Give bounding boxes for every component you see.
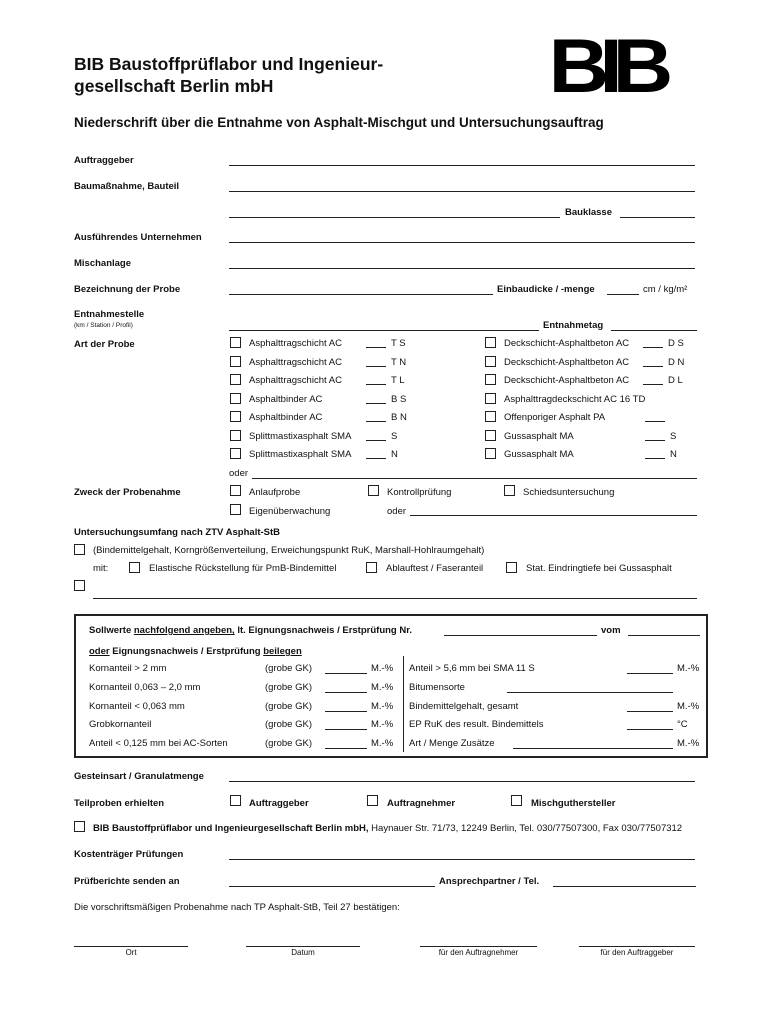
probe-left-label-3: Asphaltbinder AC	[249, 394, 323, 405]
checkbox-tp-mischgut[interactable]	[511, 795, 522, 806]
probe-right-blank-1[interactable]	[643, 366, 663, 367]
org-title-line2: gesellschaft Berlin mbH	[74, 76, 274, 96]
probe-left-suffix-5: S	[391, 431, 398, 442]
checkbox-eigenueberwachung[interactable]	[230, 504, 241, 515]
sollwert-left-label-0: Kornanteil > 2 mm	[89, 663, 167, 674]
sollwert-left-field-3[interactable]	[325, 729, 367, 730]
sollwert-left-field-1[interactable]	[325, 692, 367, 693]
probe-right-suffix-1: D N	[668, 357, 685, 368]
checkbox-elastische-rueckstellung[interactable]	[129, 562, 140, 573]
sollwert-left-label-1: Kornanteil 0,063 – 2,0 mm	[89, 682, 201, 693]
label-ansprechpartner: Ansprechpartner / Tel.	[439, 876, 540, 887]
probe-right-label-4: Offenporiger Asphalt PA	[504, 412, 606, 423]
probe-right-blank-2[interactable]	[643, 384, 663, 385]
probe-left-suffix-2: T L	[391, 375, 405, 386]
label-mischanlage: Mischanlage	[74, 258, 132, 269]
checkbox-untersuchung-sonstiges[interactable]	[74, 580, 85, 591]
sollwert-right-label-0: Anteil > 5,6 mm bei SMA 11 S	[409, 663, 535, 674]
checkbox-probe-right-0[interactable]	[485, 337, 496, 348]
field-probe-oder[interactable]	[252, 478, 697, 479]
probe-right-label-6: Gussasphalt MA	[504, 449, 574, 460]
label-bezeichnung: Bezeichnung der Probe	[74, 284, 181, 295]
label-art-der-probe: Art der Probe	[74, 339, 135, 350]
label-anlaufprobe: Anlaufprobe	[249, 487, 301, 498]
label-baumassnahme: Baumaßnahme, Bauteil	[74, 181, 180, 192]
sollwert-left-unit-1: M.-%	[371, 682, 394, 693]
label-schiedsuntersuchung: Schiedsuntersuchung	[523, 487, 615, 498]
checkbox-ablauftest[interactable]	[366, 562, 377, 573]
label-pruefberichte: Prüfberichte senden an	[74, 876, 180, 887]
label-auftraggeber: Auftraggeber	[74, 155, 134, 166]
sig-label-ort: Ort	[125, 948, 137, 957]
sollwert-left-label-2: Kornanteil < 0,063 mm	[89, 701, 185, 712]
field-bauklasse[interactable]	[620, 217, 695, 218]
sollwert-left-unit-0: M.-%	[371, 663, 394, 674]
sollwert-right-unit-0: M.-%	[677, 663, 700, 674]
checkbox-probe-right-2[interactable]	[485, 374, 496, 385]
checkbox-probe-right-1[interactable]	[485, 356, 496, 367]
sollwert-left-field-4[interactable]	[325, 748, 367, 749]
sig-label-datum: Datum	[291, 948, 315, 957]
sollwert-right-field-1[interactable]	[507, 692, 673, 693]
probe-right-suffix-5: S	[670, 431, 677, 442]
checkbox-bib[interactable]	[74, 821, 85, 832]
field-einbaudicke[interactable]	[607, 294, 639, 295]
field-untersuchung-sonstiges[interactable]	[93, 598, 697, 599]
probe-left-label-5: Splittmastixasphalt SMA	[249, 431, 352, 442]
probe-right-label-0: Deckschicht-Asphaltbeton AC	[504, 338, 630, 349]
probe-left-label-6: Splittmastixasphalt SMA	[249, 449, 352, 460]
sollwert-left-field-0[interactable]	[325, 673, 367, 674]
sig-line-ort[interactable]	[74, 946, 188, 947]
checkbox-probe-left-0[interactable]	[230, 337, 241, 348]
field-kostentraeger[interactable]	[229, 859, 695, 860]
checkbox-kontrollpruefung[interactable]	[368, 485, 379, 496]
sig-line-auftraggeber[interactable]	[579, 946, 695, 947]
sollwert-right-unit-2: M.-%	[677, 701, 700, 712]
label-entnahmetag: Entnahmetag	[543, 320, 604, 331]
field-zweck-oder[interactable]	[410, 515, 697, 516]
field-pruefberichte[interactable]	[229, 886, 435, 887]
checkbox-schiedsuntersuchung[interactable]	[504, 485, 515, 496]
label-kostentraeger: Kostenträger Prüfungen	[74, 849, 184, 860]
probe-right-label-2: Deckschicht-Asphaltbeton AC	[504, 375, 630, 386]
sollwert-right-label-1: Bitumensorte	[409, 682, 465, 693]
sollwert-left-field-2[interactable]	[325, 711, 367, 712]
label-tp-auftraggeber: Auftraggeber	[249, 798, 309, 809]
field-entnahmestelle[interactable]	[229, 330, 539, 331]
checkbox-tp-auftraggeber[interactable]	[230, 795, 241, 806]
sollwert-left-unit-2: M.-%	[371, 701, 394, 712]
checkbox-probe-right-6[interactable]	[485, 448, 496, 459]
probe-left-blank-1[interactable]	[366, 366, 386, 367]
probe-right-label-3: Asphalttragdeckschicht AC 16 TD	[504, 394, 646, 405]
sig-label-auftragnehmer: für den Auftragnehmer	[438, 948, 519, 957]
sollwert-right-field-0[interactable]	[627, 673, 673, 674]
bib-address: BIB Baustoffprüflabor und Ingenieurgesellschaft Berlin mbH, Haynauer Str. 71/73, 12249 Berlin, Tel. 030/77507300, Fax 030/77507312	[93, 823, 683, 834]
sollwert-left-unit-3: M.-%	[371, 719, 394, 730]
checkbox-eindringtiefe[interactable]	[506, 562, 517, 573]
probe-right-suffix-6: N	[670, 449, 677, 460]
probe-right-label-1: Deckschicht-Asphaltbeton AC	[504, 357, 630, 368]
checkbox-probe-right-5[interactable]	[485, 430, 496, 441]
probe-right-blank-0[interactable]	[643, 347, 663, 348]
untersuchung-mit: mit:	[93, 563, 109, 574]
sollwert-right-unit-3: °C	[677, 719, 688, 730]
untersuchung-title: Untersuchungsumfang nach ZTV Asphalt-StB	[74, 527, 281, 538]
probe-right-suffix-2: D L	[668, 375, 683, 386]
checkbox-probe-left-4[interactable]	[230, 411, 241, 422]
field-ansprechpartner[interactable]	[553, 886, 696, 887]
label-ausfuehrendes: Ausführendes Unternehmen	[74, 232, 202, 243]
label-gesteinsart: Gesteinsart / Granulatmenge	[74, 771, 204, 782]
field-baumassnahme-2[interactable]	[229, 217, 560, 218]
field-bezeichnung[interactable]	[229, 294, 493, 295]
field-entnahmetag[interactable]	[611, 330, 697, 331]
label-bauklasse: Bauklasse	[565, 207, 613, 218]
probe-left-suffix-4: B N	[391, 412, 407, 423]
label-entnahmestelle: Entnahmestelle	[74, 309, 145, 320]
sollwerte-divider	[403, 656, 404, 752]
sollwert-left-label-3: Grobkornanteil	[89, 719, 152, 730]
checkbox-probe-right-3[interactable]	[485, 393, 496, 404]
probe-left-label-1: Asphalttragschicht AC	[249, 357, 342, 368]
field-gesteinsart[interactable]	[229, 781, 695, 782]
probe-right-blank-6[interactable]	[645, 458, 665, 459]
einbaudicke-unit: cm / kg/m²	[643, 284, 688, 295]
sig-line-auftragnehmer[interactable]	[420, 946, 537, 947]
field-mischanlage[interactable]	[229, 268, 695, 269]
probe-right-blank-5[interactable]	[645, 440, 665, 441]
label-zweck: Zweck der Probenahme	[74, 487, 181, 498]
field-vom[interactable]	[628, 635, 700, 636]
checkbox-untersuchung-standard[interactable]	[74, 544, 85, 555]
probe-right-label-5: Gussasphalt MA	[504, 431, 574, 442]
sollwert-right-label-3: EP RuK des result. Bindemittels	[409, 719, 544, 730]
label-eindringtiefe: Stat. Eindringtiefe bei Gussasphalt	[526, 563, 672, 574]
probe-left-blank-6[interactable]	[366, 458, 386, 459]
probe-left-suffix-1: T N	[391, 357, 407, 368]
probe-left-suffix-0: T S	[391, 338, 406, 349]
probe-left-blank-4[interactable]	[366, 421, 386, 422]
sollwert-right-field-2[interactable]	[627, 711, 673, 712]
label-tp-auftragnehmer: Auftragnehmer	[387, 798, 456, 809]
checkbox-anlaufprobe[interactable]	[230, 485, 241, 496]
bib-logo	[520, 28, 692, 100]
label-probe-oder: oder	[229, 468, 249, 479]
label-einbaudicke: Einbaudicke / -menge	[497, 284, 595, 295]
org-title-line1: BIB Baustoffprüflabor und Ingenieur-	[74, 54, 384, 74]
probe-right-suffix-0: D S	[668, 338, 684, 349]
sollwert-right-field-3[interactable]	[627, 729, 673, 730]
checkbox-tp-auftragnehmer[interactable]	[367, 795, 378, 806]
label-kontrollpruefung: Kontrollprüfung	[387, 487, 452, 498]
checkbox-probe-left-2[interactable]	[230, 374, 241, 385]
sig-label-auftraggeber: für den Auftraggeber	[600, 948, 674, 957]
sollwert-right-field-4[interactable]	[513, 748, 673, 749]
label-zweck-oder: oder	[387, 506, 407, 517]
checkbox-probe-right-4[interactable]	[485, 411, 496, 422]
sollwert-left-gk-0: (grobe GK)	[265, 663, 312, 674]
label-teilproben: Teilproben erhielten	[74, 798, 165, 809]
probe-left-blank-5[interactable]	[366, 440, 386, 441]
label-elastische-rueckstellung: Elastische Rückstellung für PmB-Bindemittel	[149, 563, 337, 574]
bib-logo-text: BIB	[548, 28, 664, 100]
label-tp-mischgut: Mischguthersteller	[531, 798, 616, 809]
probe-left-blank-2[interactable]	[366, 384, 386, 385]
probe-left-label-2: Asphalttragschicht AC	[249, 375, 342, 386]
label-vom: vom	[601, 625, 621, 636]
checkbox-probe-left-1[interactable]	[230, 356, 241, 367]
probe-left-blank-3[interactable]	[366, 403, 386, 404]
field-ausfuehrendes[interactable]	[229, 242, 695, 243]
sollwert-left-unit-4: M.-%	[371, 738, 394, 749]
sollwert-right-unit-4: M.-%	[677, 738, 700, 749]
sollwerte-oder: oder Eignungsnachweis / Erstprüfung beilegen	[89, 646, 302, 657]
probe-left-suffix-6: N	[391, 449, 398, 460]
probe-right-blank-4[interactable]	[645, 421, 665, 422]
sollwert-right-label-2: Bindemittelgehalt, gesamt	[409, 701, 519, 712]
label-entnahmestelle-sub: (km / Station / Profil)	[74, 322, 133, 329]
sollwert-left-gk-1: (grobe GK)	[265, 682, 312, 693]
bestaetigung-text: Die vorschriftsmäßigen Probenahme nach TP Asphalt-StB, Teil 27 bestätigen:	[74, 902, 400, 913]
probe-left-label-4: Asphaltbinder AC	[249, 412, 323, 423]
probe-left-label-0: Asphalttragschicht AC	[249, 338, 342, 349]
sollwert-left-gk-4: (grobe GK)	[265, 738, 312, 749]
checkbox-probe-left-3[interactable]	[230, 393, 241, 404]
probe-left-blank-0[interactable]	[366, 347, 386, 348]
sollwerte-intro: Sollwerte nachfolgend angeben, lt. Eignungsnachweis / Erstprüfung Nr.	[89, 625, 413, 636]
untersuchung-item1: (Bindemittelgehalt, Korngrößenverteilung, Erweichungspunkt RuK, Marshall-Hohlraumgehalt)	[93, 545, 485, 556]
sollwert-left-gk-3: (grobe GK)	[265, 719, 312, 730]
checkbox-probe-left-6[interactable]	[230, 448, 241, 459]
sollwert-left-label-4: Anteil < 0,125 mm bei AC-Sorten	[89, 738, 228, 749]
sollwert-right-label-4: Art / Menge Zusätze	[409, 738, 495, 749]
label-eigenueberwachung: Eigenüberwachung	[249, 506, 331, 517]
sig-line-datum[interactable]	[246, 946, 360, 947]
field-baumassnahme[interactable]	[229, 191, 695, 192]
probe-left-suffix-3: B S	[391, 394, 407, 405]
field-auftraggeber[interactable]	[229, 165, 695, 166]
sollwert-left-gk-2: (grobe GK)	[265, 701, 312, 712]
document-subtitle: Niederschrift über die Entnahme von Asphalt-Mischgut und Untersuchungsauftrag	[74, 115, 604, 130]
label-ablauftest: Ablauftest / Faseranteil	[386, 563, 484, 574]
field-erstpruefung-nr[interactable]	[444, 635, 597, 636]
checkbox-probe-left-5[interactable]	[230, 430, 241, 441]
